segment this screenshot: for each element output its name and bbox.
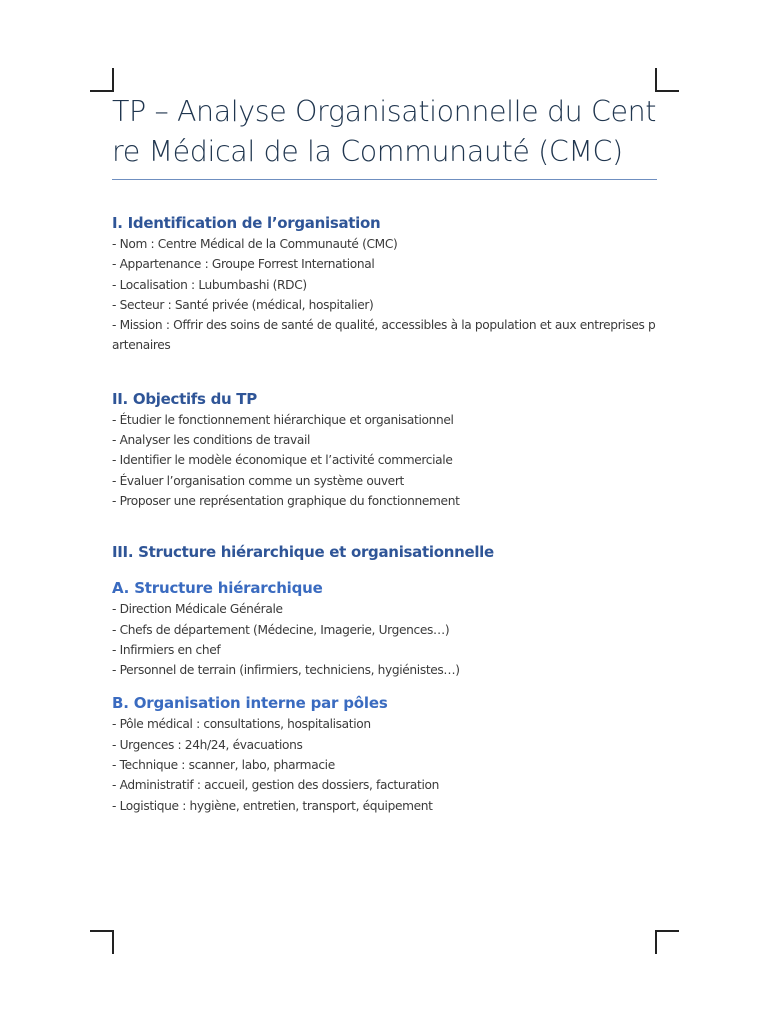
section-heading: III. Structure hiérarchique et organisationnelle xyxy=(112,543,494,562)
subsection-heading: B. Organisation interne par pôles xyxy=(112,694,388,713)
identification-list xyxy=(112,234,657,356)
list-item: - Logistique : hygiène, entretien, transport, équipement xyxy=(112,798,433,813)
list-item: - Évaluer l’organisation comme un système ouvert xyxy=(112,473,404,488)
list-item: - Chefs de département (Médecine, Imagerie, Urgences…) xyxy=(112,622,450,637)
crop-mark-top-left xyxy=(90,68,114,92)
subsection-heading: A. Structure hiérarchique xyxy=(112,579,323,598)
list-item: - Personnel de terrain (infirmiers, techniciens, hygiénistes…) xyxy=(112,663,460,678)
list-item: - Secteur : Santé privée (médical, hospitalier) xyxy=(112,297,374,312)
list-item: - Étudier le fonctionnement hiérarchique et organisationnel xyxy=(112,412,454,427)
list-item: - Identifier le modèle économique et l’activité commerciale xyxy=(112,453,453,468)
subsection-hierarchique xyxy=(112,579,657,680)
subsection-poles xyxy=(112,694,657,815)
crop-mark-bottom-left xyxy=(90,930,114,954)
poles-list xyxy=(112,714,657,815)
list-item: - Analyser les conditions de travail xyxy=(112,433,311,448)
section-objectifs xyxy=(112,390,657,511)
list-item: - Mission : Offrir des soins de santé de qualité, accessibles à la population et aux entreprises partenaires xyxy=(112,318,656,353)
list-item: - Pôle médical : consultations, hospitalisation xyxy=(112,717,371,732)
section-identification xyxy=(112,214,657,356)
crop-mark-bottom-right xyxy=(655,930,679,954)
list-item: - Proposer une représentation graphique du fonctionnement xyxy=(112,493,460,508)
title-divider xyxy=(112,179,657,180)
section-structure xyxy=(112,543,657,816)
objectifs-list xyxy=(112,410,657,511)
section-heading: II. Objectifs du TP xyxy=(112,389,257,408)
list-item: - Appartenance : Groupe Forrest International xyxy=(112,257,375,272)
list-item: - Direction Médicale Générale xyxy=(112,602,283,617)
list-item: - Urgences : 24h/24, évacuations xyxy=(112,737,303,752)
crop-mark-top-right xyxy=(655,68,679,92)
list-item: - Infirmiers en chef xyxy=(112,642,221,657)
section-heading: I. Identification de l’organisation xyxy=(112,214,381,232)
hierarchique-list xyxy=(112,599,657,680)
list-item: - Nom : Centre Médical de la Communauté (CMC) xyxy=(112,237,398,251)
list-item: - Technique : scanner, labo, pharmacie xyxy=(112,758,335,773)
list-item: - Localisation : Lubumbashi (RDC) xyxy=(112,277,307,292)
document-body xyxy=(112,92,657,816)
document-title: TP – Analyse Organisationnelle du Centre Médical de la Communauté (CMC) xyxy=(112,95,657,168)
list-item: - Administratif : accueil, gestion des dossiers, facturation xyxy=(112,778,439,793)
